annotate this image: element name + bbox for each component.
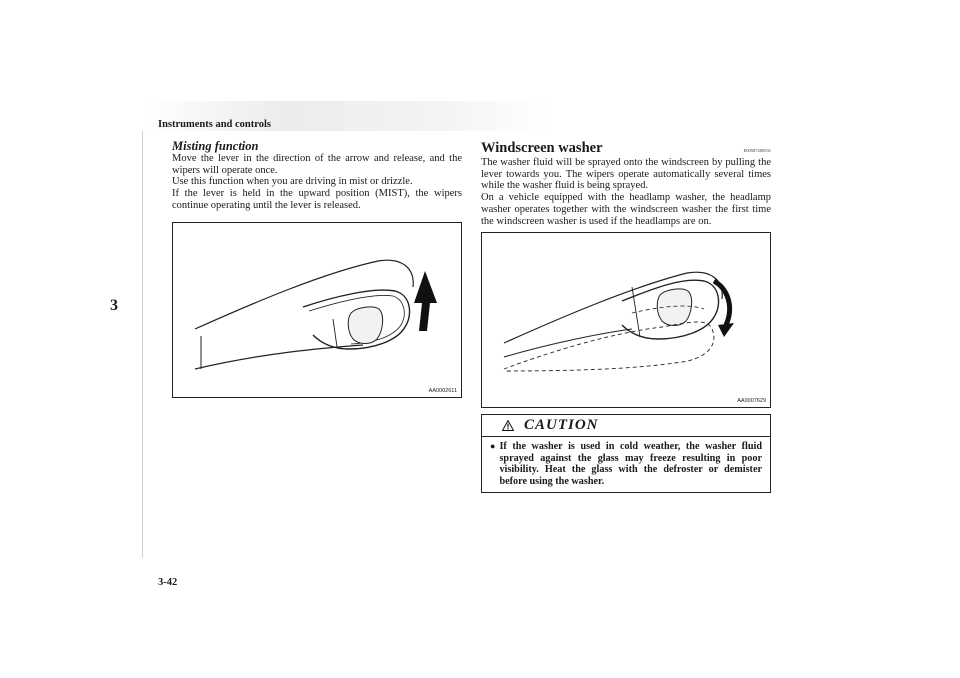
caution-body xyxy=(482,437,770,492)
caution-text: If the washer is used in cold weather, the washer fluid sprayed against the glass may freeze resulting in poor visibility. Heat the glass with the defroster or demister before using the washer. xyxy=(499,441,762,487)
chapter-tab-divider xyxy=(142,131,143,558)
warning-triangle-icon xyxy=(502,420,514,431)
left-column xyxy=(172,139,462,398)
right-column xyxy=(481,139,771,493)
washer-lever-drawing xyxy=(482,233,770,407)
washer-heading-row xyxy=(481,140,771,157)
section-title: Instruments and controls xyxy=(158,119,271,130)
washer-code: E00507200531 xyxy=(743,148,771,153)
caution-box xyxy=(481,414,771,493)
washer-heading: Windscreen washer xyxy=(481,140,603,156)
misting-lever-drawing xyxy=(173,223,461,397)
washer-lever-illustration xyxy=(481,232,771,408)
caution-label: CAUTION xyxy=(524,417,599,434)
washer-paragraph-2: On a vehicle equipped with the headlamp washer, the headlamp washer operates together with the windscreen washer the first time the windscreen washer is used if the headlamps are on. xyxy=(481,192,771,227)
misting-paragraph-2: Use this function when you are driving in mist or drizzle. xyxy=(172,176,413,188)
page-number: 3-42 xyxy=(158,577,178,588)
washer-paragraph-1: The washer fluid will be sprayed onto the windscreen by pulling the lever towards you. The wipers operate automatically several times while the washer fluid is being sprayed. xyxy=(481,157,771,192)
misting-heading: Misting function xyxy=(172,139,259,153)
caution-header xyxy=(482,415,770,437)
misting-lever-illustration xyxy=(172,222,462,398)
misting-paragraph-1: Move the lever in the direction of the arrow and release, and the wipers will operate once. xyxy=(172,153,462,176)
washer-figure-code: AA0007629 xyxy=(737,398,766,405)
misting-figure-code: AA0002611 xyxy=(428,387,457,394)
chapter-number: 3 xyxy=(110,297,118,314)
misting-paragraph-3: If the lever is held in the upward position (MIST), the wipers continue operating until the lever is released. xyxy=(172,188,462,211)
bullet-icon: ● xyxy=(490,441,496,452)
